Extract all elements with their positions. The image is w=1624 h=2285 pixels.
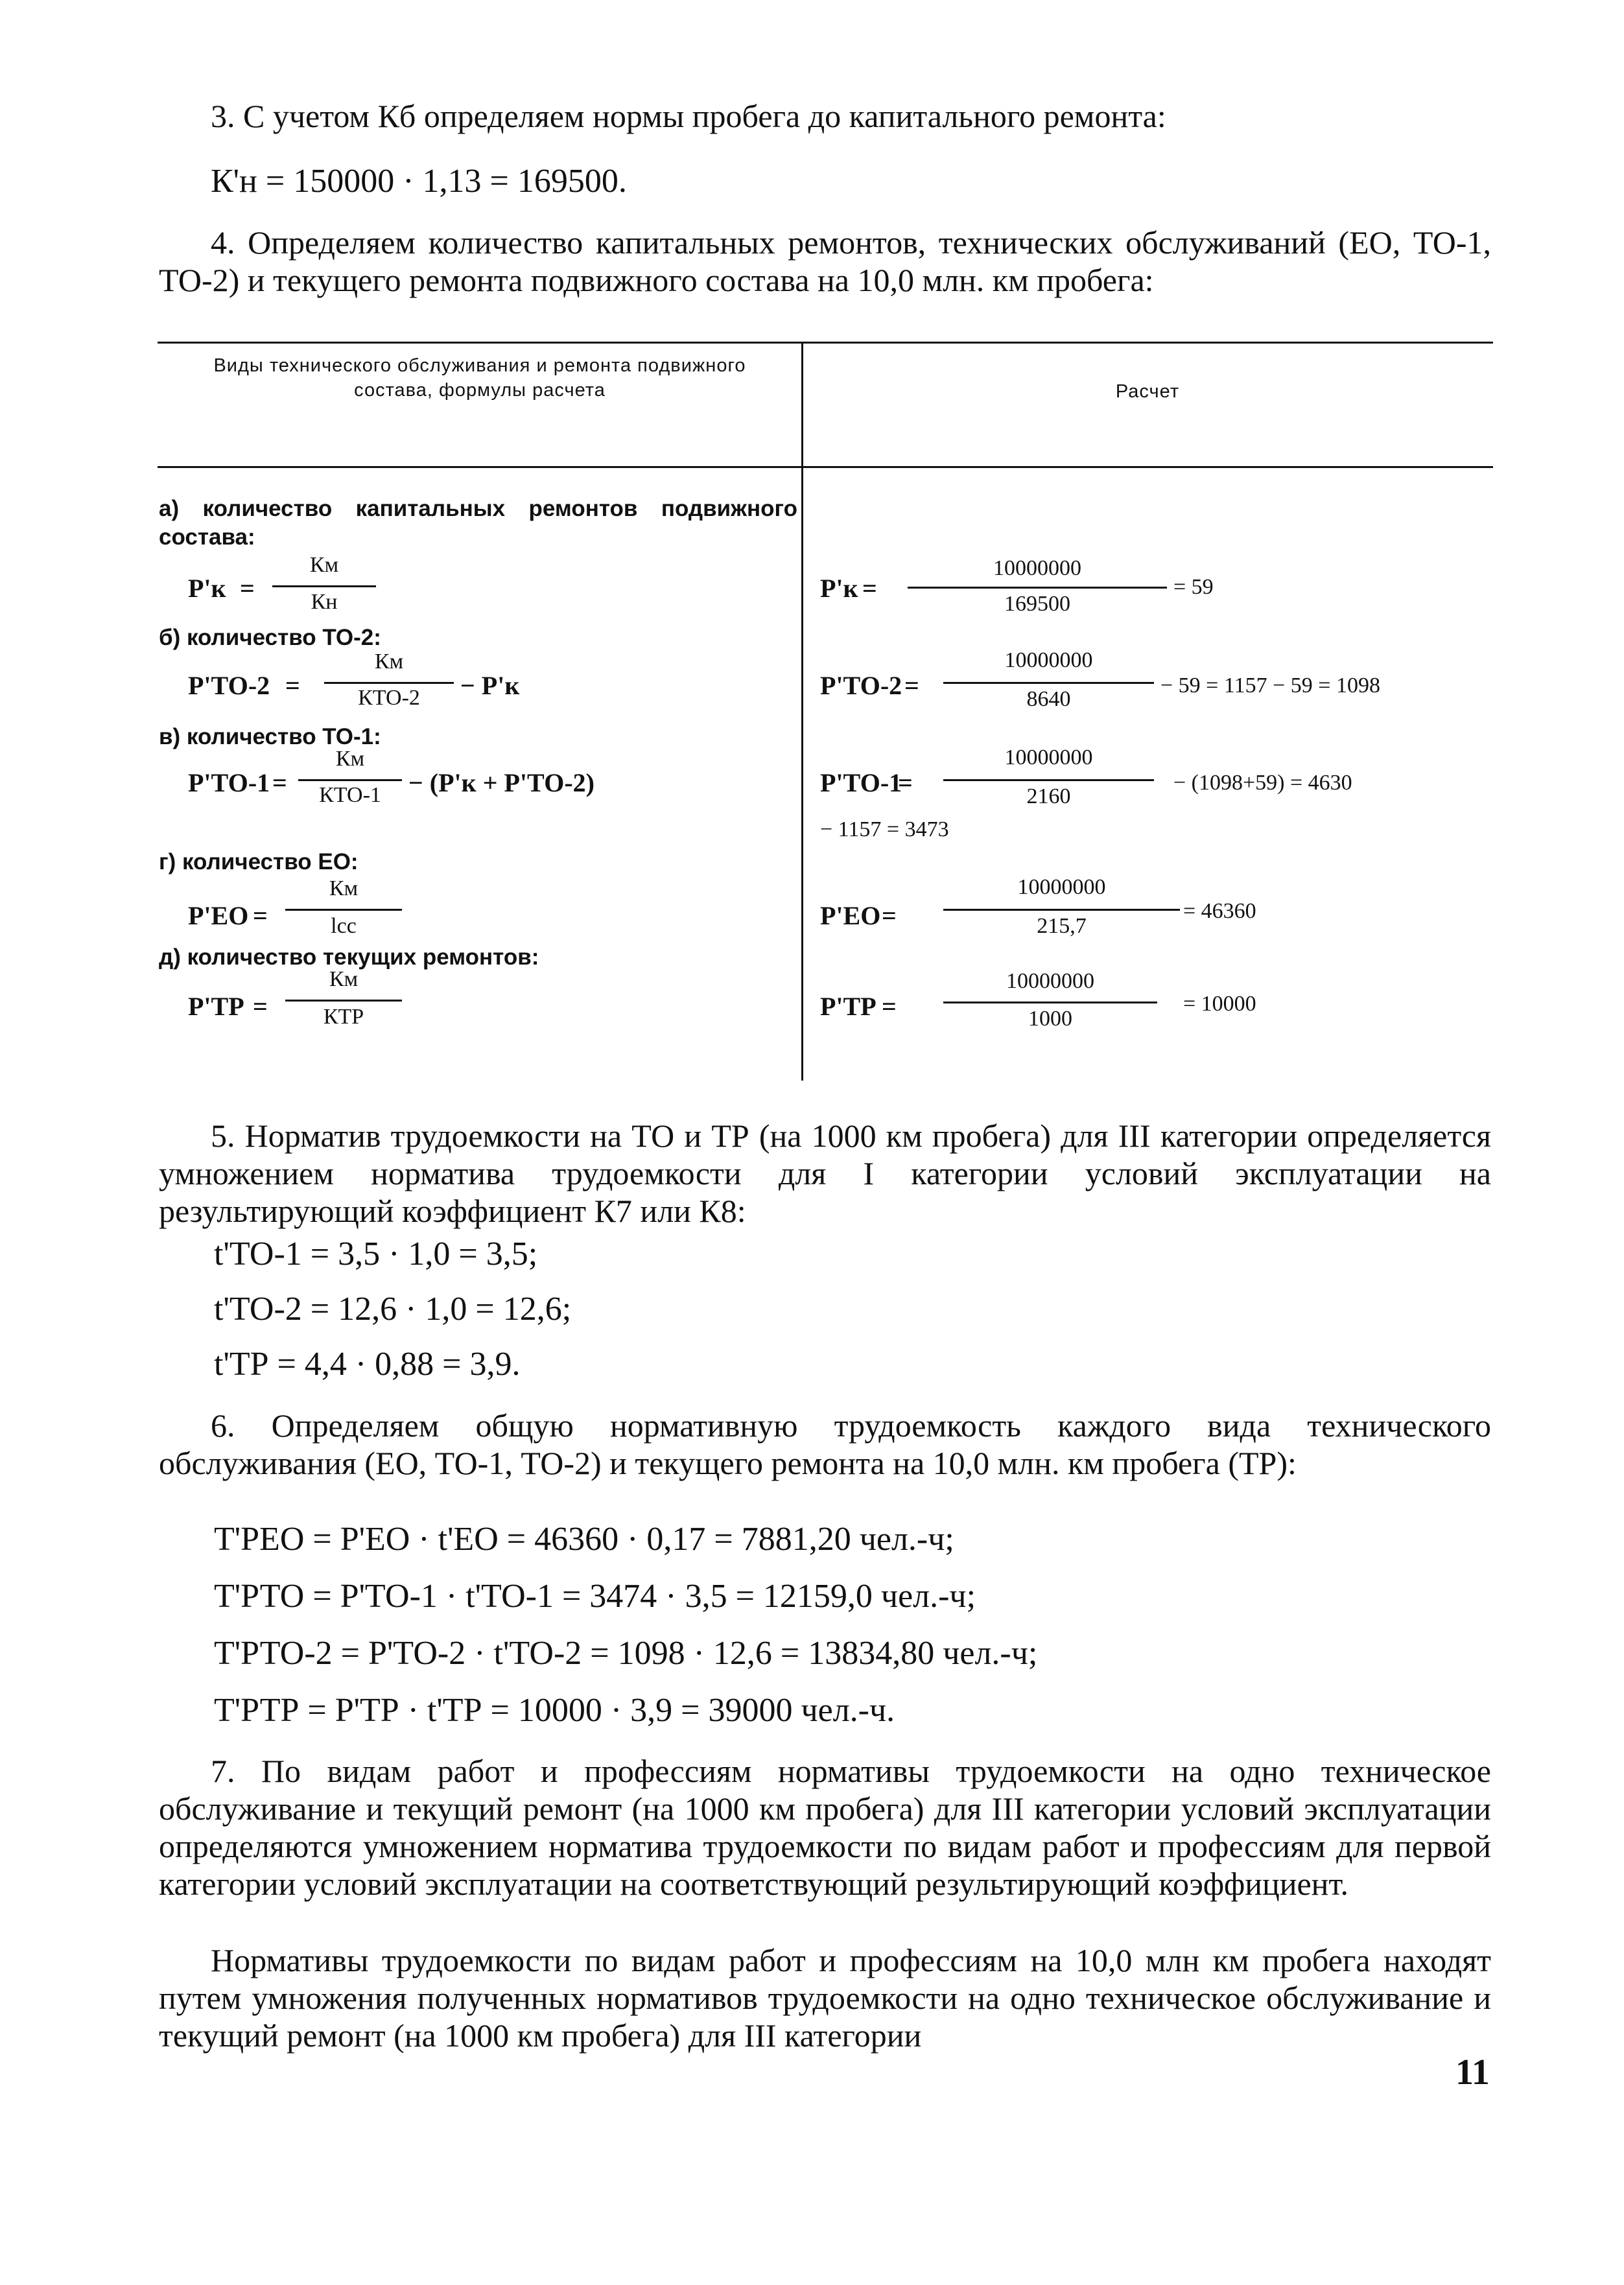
row-tail: − Р'к [460,671,520,700]
equals-sign: = [253,992,268,1021]
formula-tp-to1: Т'РТО = Р'ТО-1 · t'ТО-1 = 3474 · 3,5 = 12159,0 чел.-ч; [214,1578,976,1615]
fraction-bar [908,587,1167,589]
fraction-bar [285,909,402,911]
calc-denominator: 2160 [1026,784,1071,808]
formula-kn: К'н = 150000 · 1,13 = 169500. [211,163,627,200]
row-lhs: Р'ЕО [188,901,249,930]
calc-lhs: Р'ТР [820,992,877,1021]
row-label: б) количество ТО-2: [159,625,381,650]
row-denominator: КТО-2 [358,686,420,710]
equals-sign: = [272,768,287,797]
formula-tp-eo: Т'РЕО = Р'ЕО · t'ЕО = 46360 · 0,17 = 7881,20 чел.-ч; [214,1521,954,1558]
page-number: 11 [1455,2052,1490,2092]
row-numerator: Км [329,967,359,991]
table-header-calc: Расчет [1115,381,1180,402]
row-label-text: а) количество капитальных ремонтов подвижного состава: [159,496,797,550]
row-denominator: КТО-1 [319,783,381,807]
formula-tp-to2: Т'РТО-2 = Р'ТО-2 · t'ТО-2 = 1098 · 12,6 = 13834,80 чел.-ч; [214,1635,1038,1672]
row-label: д) количество текущих ремонтов: [159,944,539,970]
paragraph-8: Нормативы трудоемкости по видам работ и профессиям на 10,0 млн км пробега находят путем умножения полученных нормативов трудоемкости на одно техническое обслуживание и текущий ремонт (на 1000 км пробега) для III категории [159,1942,1491,2054]
paragraph-5: 5. Норматив трудоемкости на ТО и ТР (на 1000 км пробега) для III категории определяется умножением норматива трудоемкости для I категории условий эксплуатации на результирующий коэффициент К7 или К8: [159,1118,1491,1229]
row-denominator: lсс [331,914,357,938]
fraction-bar [324,682,454,684]
fraction-bar [285,1000,402,1002]
equals-sign: = [904,671,919,700]
calc-result: − (1098+59) = 4630 [1173,771,1352,795]
calc-result: = 10000 [1183,992,1256,1016]
calc-numerator: 10000000 [1004,745,1093,769]
fraction-bar [943,1002,1157,1003]
formula-t-to2: t'ТО-2 = 12,6 · 1,0 = 12,6; [214,1291,572,1328]
row-label: г) количество ЕО: [159,849,359,874]
calc-numerator: 10000000 [1017,875,1106,899]
equals-sign: = [240,574,255,603]
row-lhs: Р'ТР [188,992,244,1021]
calc-numerator: 10000000 [1006,969,1094,993]
table-top-rule [158,342,1493,344]
calc-denominator: 8640 [1026,687,1071,711]
row-numerator: Км [335,747,365,771]
equals-sign: = [898,768,913,797]
formula-tp-tr: Т'РТР = Р'ТР · t'ТР = 10000 · 3,9 = 39000 чел.-ч. [214,1692,895,1729]
row-lhs: Р'ТО-1 [188,768,270,797]
paragraph-4: 4. Определяем количество капитальных ремонтов, технических обслуживаний (ЕО, ТО-1, ТО-2) и текущего ремонта подвижного состава на 10,0 млн. км пробега: [159,224,1491,298]
row-label [159,495,797,552]
calc-result: = 46360 [1183,899,1256,923]
row-tail: − (Р'к + Р'ТО-2) [408,768,594,797]
fraction-bar [943,682,1154,684]
row-denominator: КТР [323,1005,364,1029]
row-denominator: Кн [311,590,338,614]
fraction-bar [943,909,1180,911]
fraction-bar [272,585,376,587]
calc-extra: − 1157 = 3473 [820,817,949,841]
calc-lhs: Р'ТО-1 [820,768,902,797]
calc-result: − 59 = 1157 − 59 = 1098 [1160,674,1380,697]
fraction-bar [943,779,1154,781]
formula-t-tr: t'ТР = 4,4 · 0,88 = 3,9. [214,1346,521,1383]
row-lhs: Р'к [188,574,226,603]
calc-numerator: 10000000 [1004,648,1093,672]
formula-t-to1: t'ТО-1 = 3,5 · 1,0 = 3,5; [214,1236,538,1272]
equals-sign: = [285,671,300,700]
equals-sign: = [882,901,897,930]
calc-denominator: 1000 [1028,1007,1072,1031]
equals-sign: = [253,901,268,930]
calc-numerator: 10000000 [993,556,1081,580]
row-label: в) количество ТО-1: [159,724,381,749]
paragraph-7: 7. По видам работ и профессиям нормативы трудоемкости на одно техническое обслуживание и текущий ремонт (на 1000 км пробега) для III категории условий эксплуатации определяются умножением норматива трудоемкости по видам работ и профессиям для первой категории условий эксплуатации на соответствующий результирующий коэффициент. [159,1753,1491,1902]
calc-result: = 59 [1173,575,1214,599]
row-lhs: Р'ТО-2 [188,671,270,700]
row-numerator: Км [329,876,359,900]
table-header-rule [158,466,1493,468]
table-column-divider [801,342,803,1081]
row-numerator: Км [374,650,404,674]
calc-lhs: Р'к [820,574,858,603]
paragraph-6: 6. Определяем общую нормативную трудоемкость каждого вида технического обслуживания (ЕО, ТО-1, ТО-2) и текущего ремонта на 10,0 млн. км пробега (ТР): [159,1407,1491,1481]
calc-denominator: 169500 [1004,592,1070,616]
calc-lhs: Р'ТО-2 [820,671,902,700]
fraction-bar [298,779,402,781]
paragraph-3: 3. С учетом Кб определяем нормы пробега до капитального ремонта: [211,98,1166,134]
equals-sign: = [882,992,897,1021]
row-numerator: Км [309,553,339,577]
calc-lhs: Р'ЕО [820,901,881,930]
calc-denominator: 215,7 [1037,914,1087,938]
equals-sign: = [862,574,877,603]
table-header-types: Виды технического обслуживания и ремонта подвижного состава, формулы расчета [213,355,746,401]
